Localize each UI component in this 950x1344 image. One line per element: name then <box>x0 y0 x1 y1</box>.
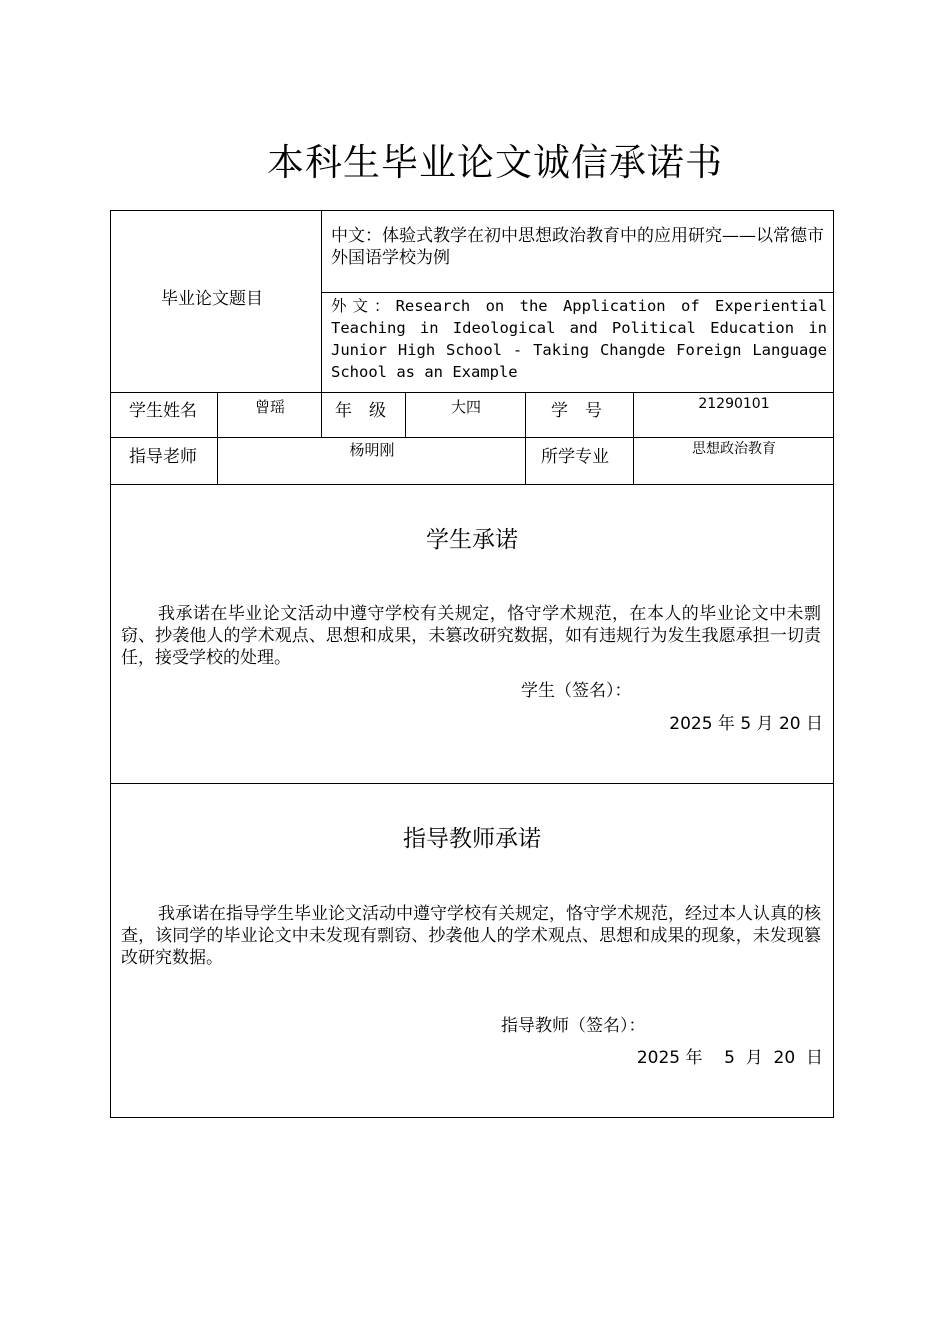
page-title: 本科生毕业论文诚信承诺书 <box>267 141 723 184</box>
student-name-value: 曾瑶 <box>254 398 285 416</box>
major-label: 所学专业 <box>541 447 609 467</box>
student-id-value: 21290101 <box>698 396 770 412</box>
advisor-pledge-heading: 指导教师承诺 <box>403 826 541 852</box>
major-value: 思想政治教育 <box>692 441 776 457</box>
pledge-form <box>110 210 834 1118</box>
student-pledge-text: 我承诺在毕业论文活动中遵守学校有关规定，恪守学术规范，在本人的毕业论文中未剽窃、抄袭他人的学术观点、思想和成果，未篡改研究数据，如有违规行为发生我愿承担一切责任，接受学校的处理。 <box>121 604 821 668</box>
divider <box>321 292 833 293</box>
divider <box>111 392 833 393</box>
thesis-title-english: 外文：Research on the Application of Experiential Teaching in Ideological and Political Education in Junior High School - Taking Changde Foreign Language School as an Example <box>331 297 827 381</box>
advisor-signature-date: 2025 年 5 月 20 日 <box>636 1048 823 1068</box>
divider <box>111 783 833 784</box>
divider <box>111 484 833 485</box>
thesis-title-chinese: 中文：体验式教学在初中思想政治教育中的应用研究——以常德市外国语学校为例 <box>331 226 824 268</box>
student-name-label: 学生姓名 <box>129 401 197 421</box>
grade-value: 大四 <box>450 398 481 416</box>
divider <box>111 437 833 438</box>
student-pledge-heading: 学生承诺 <box>426 527 518 553</box>
advisor-signature-label: 指导教师（签名）： <box>501 1016 646 1036</box>
thesis-title-label: 毕业论文题目 <box>161 289 263 309</box>
student-signature-label: 学生（签名）： <box>521 681 632 701</box>
grade-label: 年 级 <box>335 401 386 421</box>
advisor-pledge-text: 我承诺在指导学生毕业论文活动中遵守学校有关规定，恪守学术规范，经过本人认真的核查，该同学的毕业论文中未发现有剽窃、抄袭他人的学术观点、思想和成果的现象，未发现篡改研究数据。 <box>121 904 821 968</box>
advisor-value: 杨明刚 <box>349 441 395 459</box>
student-id-label: 学 号 <box>551 401 602 421</box>
advisor-label: 指导老师 <box>129 447 197 467</box>
student-signature-date: 2025 年 5 月 20 日 <box>669 714 823 734</box>
